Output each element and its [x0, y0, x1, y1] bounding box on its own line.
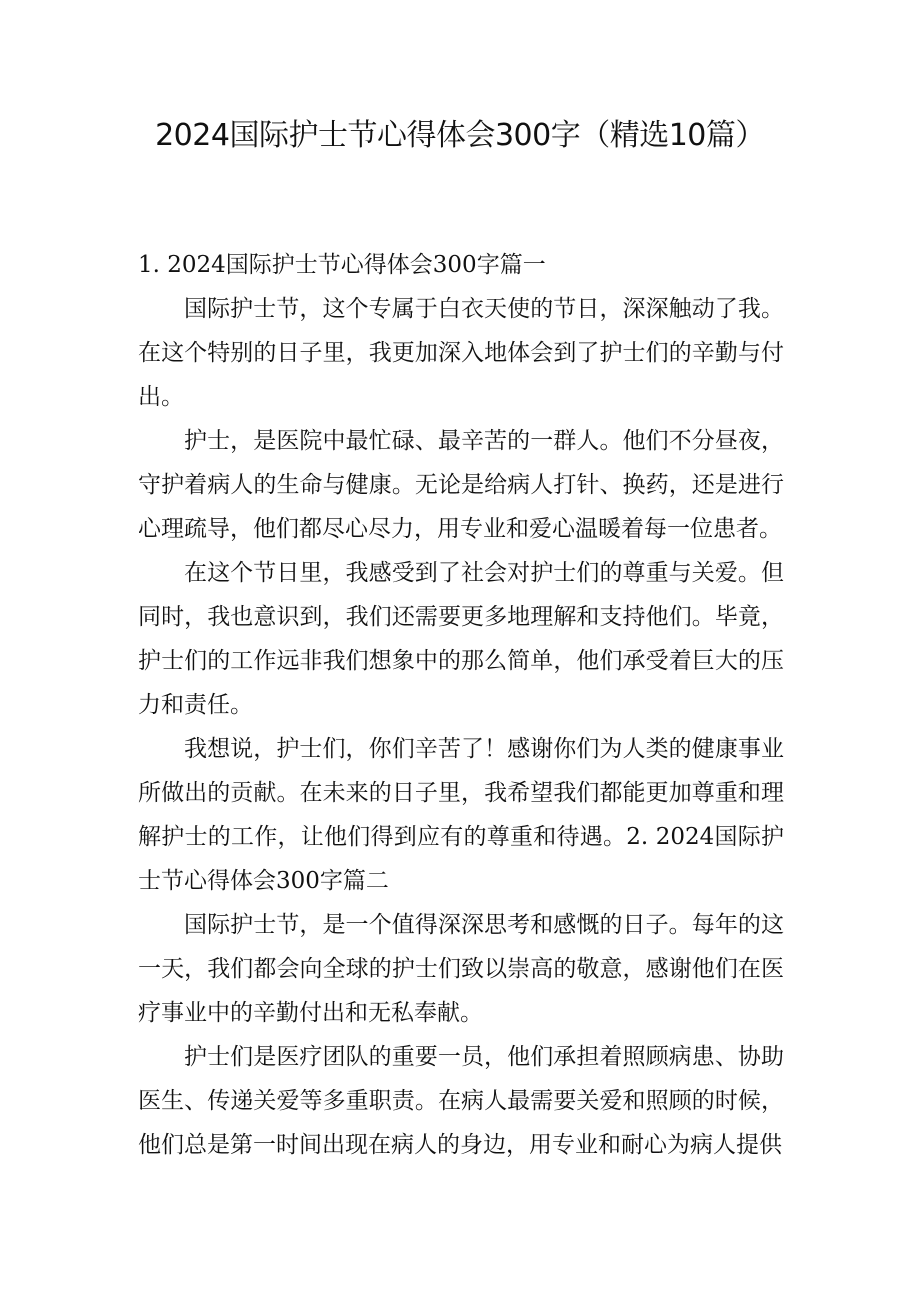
document-body	[138, 243, 784, 1167]
paragraph: 在这个节日里，我感受到了社会对护士们的尊重与关爱。但同时，我也意识到，我们还需要更多地理解和支持他们。毕竟，护士们的工作远非我们想象中的那么简单，他们承受着巨大的压力和责任。	[138, 560, 784, 718]
paragraph: 护士，是医院中最忙碌、最辛苦的一群人。他们不分昼夜，守护着病人的生命与健康。无论是给病人打针、换药，还是进行心理疏导，他们都尽心尽力，用专业和爱心温暖着每一位患者。	[138, 428, 784, 542]
paragraph: 护士们是医疗团队的重要一员，他们承担着照顾病患、协助医生、传递关爱等多重职责。在病人最需要关爱和照顾的时候，他们总是第一时间出现在病人的身边，用专业和耐心为病人提供	[138, 1044, 784, 1158]
paragraph: 国际护士节，这个专属于白衣天使的节日，深深触动了我。在这个特别的日子里，我更加深入地体会到了护士们的辛勤与付出。	[138, 296, 784, 410]
section-heading: 1. 2024国际护士节心得体会300字篇一	[138, 252, 546, 278]
paragraph: 我想说，护士们，你们辛苦了！感谢你们为人类的健康事业所做出的贡献。在未来的日子里，我希望我们都能更加尊重和理解护士的工作，让他们得到应有的尊重和待遇。2. 2024国际护士节心得体会300字篇二	[138, 736, 784, 894]
document-title: 2024国际护士节心得体会300字（精选10篇）	[155, 118, 765, 153]
paragraph: 国际护士节，是一个值得深深思考和感慨的日子。每年的这一天，我们都会向全球的护士们致以崇高的敬意，感谢他们在医疗事业中的辛勤付出和无私奉献。	[138, 912, 784, 1026]
